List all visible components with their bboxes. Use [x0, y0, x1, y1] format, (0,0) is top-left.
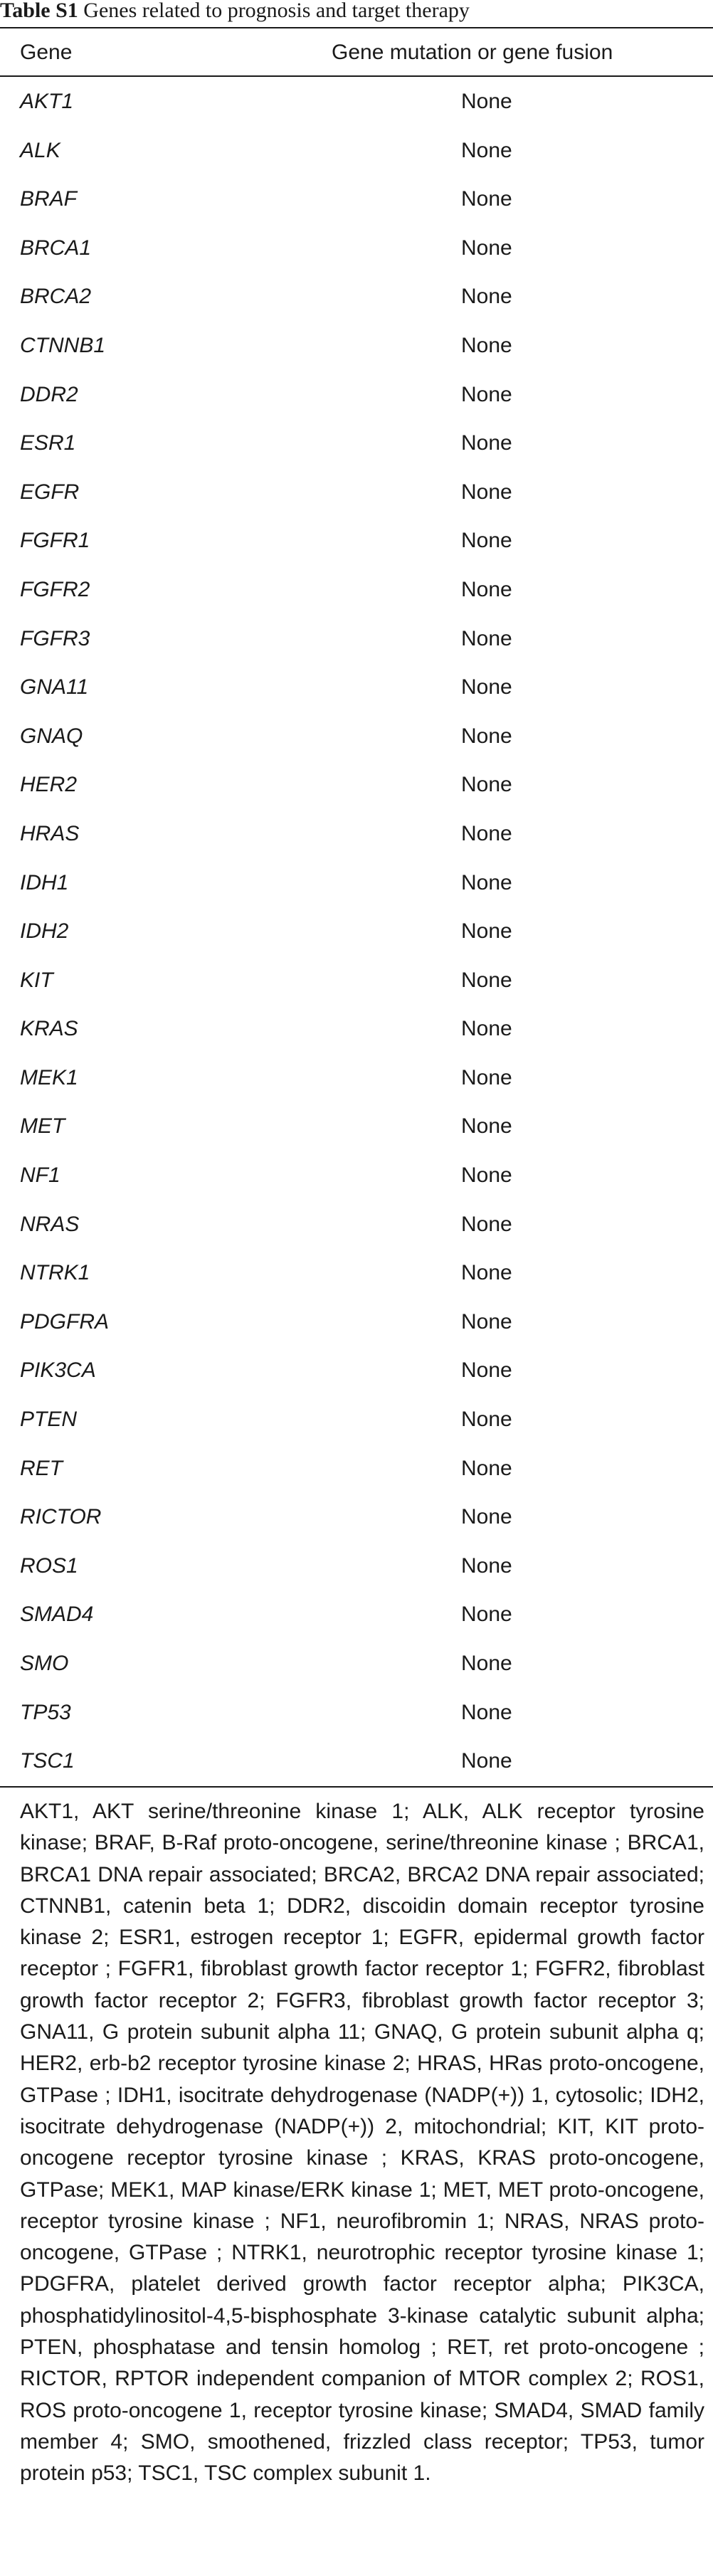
mutation-cell: None [461, 1358, 512, 1383]
table-row [0, 1395, 713, 1444]
gene-cell: MET [20, 1114, 65, 1139]
gene-cell: NTRK1 [20, 1261, 90, 1285]
table-row [0, 760, 713, 809]
gene-cell: BRCA1 [20, 236, 92, 260]
gene-cell: HER2 [20, 773, 78, 797]
mutation-cell: None [461, 821, 512, 845]
gene-cell: EGFR [20, 480, 80, 504]
table-row [0, 174, 713, 223]
gene-cell: MEK1 [20, 1065, 78, 1089]
gene-cell: DDR2 [20, 382, 78, 406]
gene-cell: GNA11 [20, 675, 89, 700]
mutation-cell: None [461, 724, 512, 748]
mutation-cell: None [461, 285, 512, 309]
gene-cell: CTNNB1 [20, 333, 106, 357]
table-row [0, 1444, 713, 1493]
mutation-cell: None [461, 1163, 512, 1188]
table-row [0, 321, 713, 370]
mutation-cell: None [461, 1212, 512, 1236]
mutation-cell: None [461, 919, 512, 944]
gene-cell: AKT1 [20, 90, 74, 113]
table-row [0, 370, 713, 419]
table-row [0, 1688, 713, 1737]
gene-cell: TP53 [20, 1700, 71, 1724]
mutation-cell: None [461, 773, 512, 797]
gene-cell: IDH2 [20, 919, 69, 944]
table-header [0, 28, 713, 75]
table-caption [0, 0, 470, 27]
table-row [0, 1541, 713, 1590]
table-row [0, 1200, 713, 1249]
table-row [0, 809, 713, 858]
mutation-cell: None [461, 1309, 512, 1334]
table-row [0, 663, 713, 712]
table-row [0, 1346, 713, 1395]
table-row [0, 565, 713, 614]
table-row [0, 907, 713, 956]
gene-cell: BRAF [20, 187, 78, 211]
gene-cell: PIK3CA [20, 1358, 96, 1383]
mutation-cell: None [461, 236, 512, 260]
table-row [0, 1053, 713, 1102]
table-row [0, 1590, 713, 1639]
gene-cell: NRAS [20, 1212, 80, 1236]
gene-cell: RET [20, 1456, 63, 1480]
table-row [0, 858, 713, 907]
gene-cell: ESR1 [20, 431, 76, 455]
gene-cell: RICTOR [20, 1505, 102, 1529]
mutation-cell: None [461, 382, 512, 406]
gene-cell: PDGFRA [20, 1309, 110, 1334]
gene-cell: TSC1 [20, 1749, 75, 1773]
table-row [0, 1151, 713, 1200]
column-header-gene: Gene [20, 41, 73, 64]
mutation-cell: None [461, 1603, 512, 1627]
table-row [0, 1492, 713, 1541]
mutation-cell: None [461, 626, 512, 650]
mutation-cell: None [461, 1749, 512, 1773]
table-row [0, 468, 713, 517]
mutation-cell: None [461, 1261, 512, 1285]
table-row [0, 516, 713, 565]
gene-cell: FGFR3 [20, 626, 90, 650]
table-body [0, 77, 713, 1785]
table-row [0, 1639, 713, 1688]
gene-cell: KIT [20, 968, 53, 992]
mutation-cell: None [461, 90, 512, 113]
gene-cell: ALK [20, 138, 60, 162]
mutation-cell: None [461, 870, 512, 894]
table-row [0, 712, 713, 761]
gene-cell: PTEN [20, 1408, 78, 1432]
table-label: Table S1 [0, 0, 78, 22]
gene-cell: NF1 [20, 1163, 60, 1188]
gene-cell: SMAD4 [20, 1603, 94, 1627]
mutation-cell: None [461, 968, 512, 992]
column-header-mutation: Gene mutation or gene fusion [332, 41, 613, 64]
table-footnote: AKT1, AKT serine/threonine kinase 1; ALK, ALK receptor tyrosine kinase; BRAF, B-Raf proto-oncogene, serine/threonine kinase ; BRCA1, BRCA1 DNA repair associated; BRCA2, BRCA2 DNA repair associated; CTNNB1, catenin beta 1; DDR2, discoidin domain receptor tyrosine kinase 2; ESR1, estrogen receptor 1; EGFR, epidermal growth factor receptor ; FGFR1, fibroblast growth factor receptor 1; FGFR2, fibroblast growth factor receptor 2; FGFR3, fibroblast growth factor receptor 3; GNA11, G protein subunit alpha 11; GNAQ, G protein subunit alpha q; HER2, erb-b2 receptor tyrosine kinase 2; HRAS, HRas proto-oncogene, GTPase ; IDH1, isocitrate dehydrogenase (NADP(+)) 1, cytosolic; IDH2, isocitrate dehydrogenase (NADP(+)) 2, mitochondrial; KIT, KIT proto-oncogene receptor tyrosine kinase ; KRAS, KRAS proto-oncogene, GTPase; MEK1, MAP kinase/ERK kinase 1; MET, MET proto-oncogene, receptor tyrosine kinase ; NF1, neurofibromin 1; NRAS, NRAS proto-oncogene, GTPase ; NTRK1, neurotrophic receptor tyrosine kinase 1; PDGFRA, platelet derived growth factor receptor alpha; PIK3CA, phosphatidylinositol-4,5-bisphosphate 3-kinase catalytic subunit alpha; PTEN, phosphatase and tensin homolog ; RET, ret proto-oncogene ; RICTOR, RPTOR independent companion of MTOR complex 2; ROS1, ROS proto-oncogene 1, receptor tyrosine kinase; SMAD4, SMAD family member 4; SMO, smoothened, frizzled class receptor; TP53, tumor protein p53; TSC1, TSC complex subunit 1. [20, 1800, 704, 2486]
mutation-cell: None [461, 1017, 512, 1041]
mutation-cell: None [461, 577, 512, 601]
gene-cell: KRAS [20, 1017, 78, 1041]
table-row [0, 1102, 713, 1151]
mutation-cell: None [461, 1408, 512, 1432]
bottom-rule [0, 1786, 713, 1788]
gene-cell: SMO [20, 1652, 69, 1675]
table-row [0, 1736, 713, 1785]
table-row [0, 126, 713, 175]
table-row [0, 418, 713, 468]
table-row [0, 956, 713, 1005]
mutation-cell: None [461, 1456, 512, 1480]
table-row [0, 1297, 713, 1346]
gene-cell: FGFR1 [20, 529, 90, 553]
mutation-cell: None [461, 1553, 512, 1578]
table-row [0, 223, 713, 273]
mutation-cell: None [461, 529, 512, 553]
mutation-cell: None [461, 1700, 512, 1724]
gene-cell: IDH1 [20, 870, 69, 894]
mutation-cell: None [461, 1114, 512, 1139]
gene-cell: FGFR2 [20, 577, 90, 601]
mutation-cell: None [461, 1652, 512, 1675]
mutation-cell: None [461, 675, 512, 700]
gene-cell: BRCA2 [20, 285, 92, 309]
gene-cell: ROS1 [20, 1553, 78, 1578]
gene-cell: HRAS [20, 821, 80, 845]
table-row [0, 614, 713, 663]
mutation-cell: None [461, 138, 512, 162]
mutation-cell: None [461, 187, 512, 211]
mutation-cell: None [461, 333, 512, 357]
gene-cell: GNAQ [20, 724, 83, 748]
table-row [0, 77, 713, 126]
mutation-cell: None [461, 1505, 512, 1529]
table-row [0, 1248, 713, 1297]
table-row [0, 1004, 713, 1053]
mutation-cell: None [461, 1065, 512, 1089]
table-title: Genes related to prognosis and target therapy [78, 0, 470, 22]
table-row [0, 272, 713, 321]
mutation-cell: None [461, 431, 512, 455]
mutation-cell: None [461, 480, 512, 504]
